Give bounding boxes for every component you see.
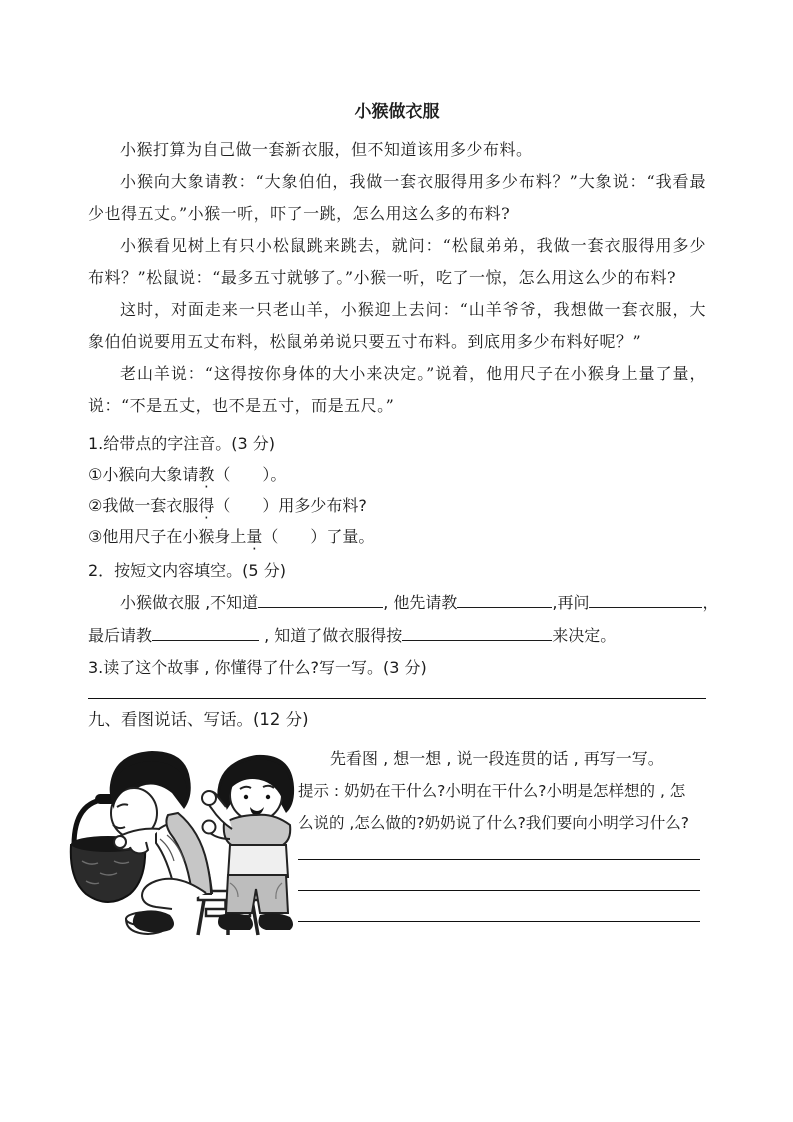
fill-blank: [589, 604, 702, 608]
fill-blank: [402, 637, 552, 641]
item-text: （ ）。: [214, 465, 287, 484]
story-paragraph-2: 小猴向大象请教：“大象伯伯，我做一套衣服得用多少布料？”大象说：“我看最少也得五丈。”小猴一听，吓了一跳，怎么用这么多的布料?: [88, 172, 706, 223]
writing-line-1: [298, 839, 700, 860]
story-paragraph-4: 这时，对面走来一只老山羊，小猴迎上去问：“山羊爷爷，我想做一套衣服，大象伯伯说要用五丈布料，松鼠弟弟说只要五寸布料。到底用多少布料好呢？”: [88, 300, 706, 351]
story-passage: [88, 134, 706, 422]
dotted-character: 量: [246, 527, 263, 546]
dotted-character: 得: [198, 496, 215, 515]
question3-answer-line: [88, 683, 706, 699]
fill-text: , 他先请教: [383, 593, 458, 612]
dotted-character: 教: [198, 465, 215, 484]
writing-line-3: [298, 891, 700, 922]
fill-blank: [457, 604, 552, 608]
question1-item-3: [88, 521, 706, 552]
fill-blank: [258, 604, 383, 608]
fill-text: 来决定。: [552, 626, 617, 645]
fill-text: 最后请教: [88, 626, 153, 645]
worksheet-content: [88, 98, 719, 941]
item-text: ①小猴向大象请: [88, 465, 199, 484]
section9-heading: 九、看图说话、写话。(12 分): [88, 710, 309, 729]
question2-heading: 2．按短文内容填空。(5 分): [88, 561, 286, 580]
section9-body: [60, 743, 706, 941]
question1-item-1: [88, 459, 706, 490]
item-text: ②我做一套衣服: [88, 496, 199, 515]
question1-heading: 1.给带点的字注音。(3 分): [88, 434, 276, 453]
fill-text: , 知道了做衣服得按: [259, 626, 403, 645]
story-paragraph-5: 老山羊说：“这得按你身体的大小来决定。”说着，他用尺子在小猴身上量了量，说：“不是五丈，也不是五寸，而是五尺。”: [88, 364, 706, 415]
fill-blank: [152, 637, 259, 641]
question2-fill-line-1: [88, 586, 719, 619]
grandma-figure: [110, 751, 212, 933]
question2-fill-line-2: [88, 619, 706, 652]
section9-intro: 先看图 , 想一想 , 说一段连贯的话 , 再写一写。: [330, 749, 664, 768]
item-text: （ ）了量。: [262, 527, 375, 546]
story-paragraph-1: 小猴打算为自己做一套新衣服，但不知道该用多少布料。: [120, 140, 533, 159]
section9-hint-line-2: 么说的 ,怎么做的?奶奶说了什么?我们要向小明学习什么?: [298, 814, 690, 832]
illustration-grandma-and-boy: [60, 743, 298, 941]
item-text: ③他用尺子在小猴身上: [88, 527, 247, 546]
section9-right-column: [298, 743, 700, 941]
story-title: 小猴做衣服: [354, 102, 440, 122]
fill-text: ，: [702, 593, 719, 612]
question1-item-2: [88, 490, 706, 521]
fill-text: 小猴做衣服 ,不知道: [120, 593, 259, 612]
story-paragraph-3: 小猴看见树上有只小松鼠跳来跳去，就问：“松鼠弟弟，我做一套衣服得用多少布料？”松鼠说：“最多五寸就够了。”小猴一听，吃了一惊，怎么用这么少的布料?: [88, 236, 706, 287]
fill-text: ,再问: [552, 593, 590, 612]
section9-hint-line-1: 提示 : 奶奶在干什么?小明在干什么?小明是怎样想的 , 怎: [298, 782, 686, 800]
boy-figure: [202, 755, 294, 930]
question3-heading: 3.读了这个故事 , 你懂得了什么?写一写。(3 分): [88, 658, 427, 677]
writing-line-2: [298, 860, 700, 891]
item-text: （ ）用多少布料?: [214, 496, 367, 515]
